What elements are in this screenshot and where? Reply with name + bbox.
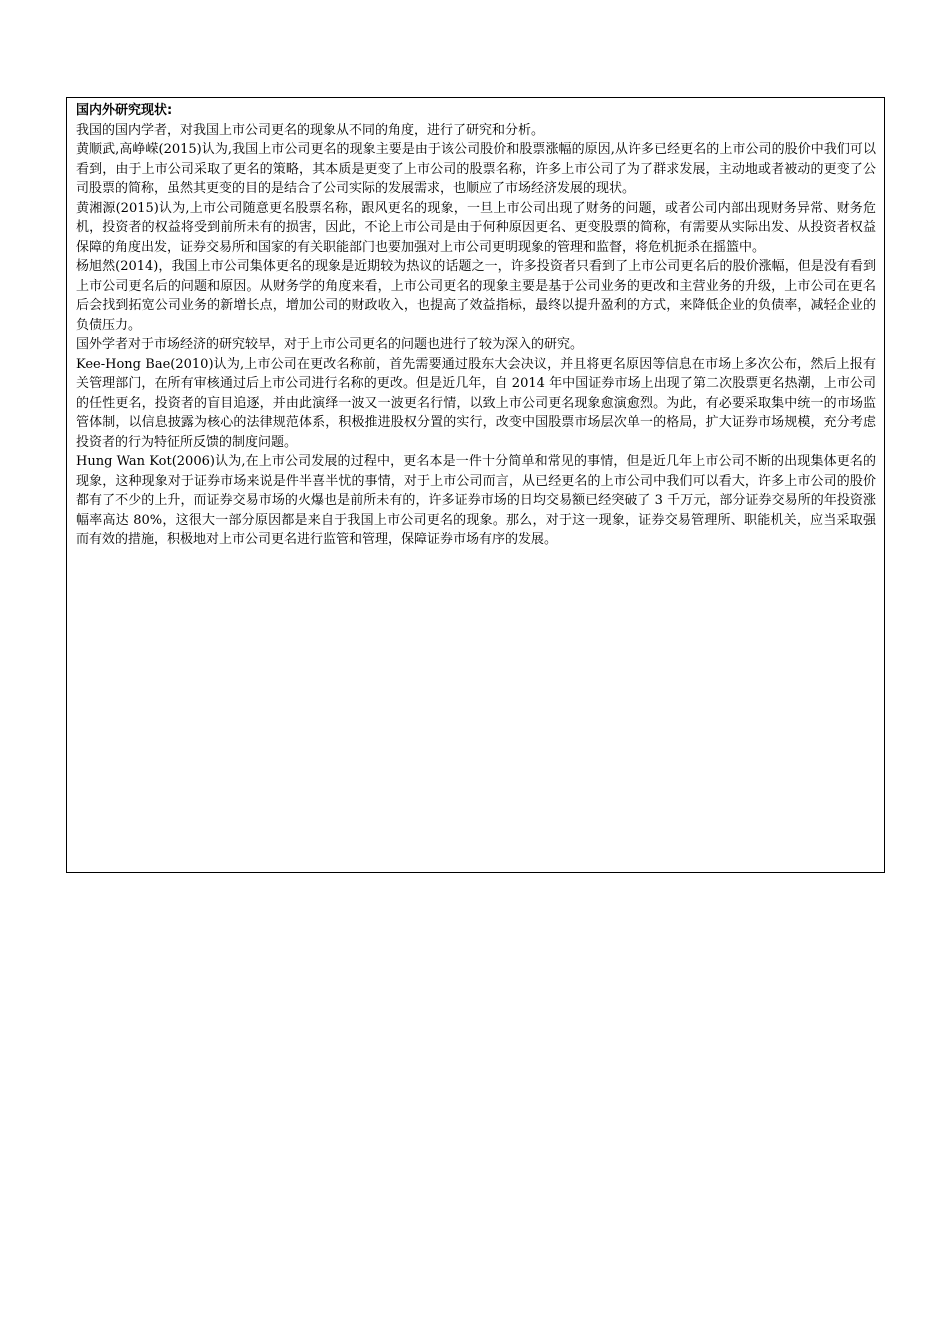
paragraph-kee-hong-bae: Kee-Hong Bae(2010)认为,上市公司在更改名称前，首先需要通过股东大会决议，并且将更名原因等信息在市场上多次公布，然后上报有关管理部门，在所有审核通过后上市公司进行名称的更改。但是近几年，自 2014 年中国证券市场上出现了第二次股票更名热潮，上市公司的任性更名，投资者的盲目追逐，并由此演绎一波又一波更名行情，以致上市公司更名现象愈演愈烈。为此，有必要采取集中统一的市场监管体制，以信息披露为核心的法律规范体系，积极推进股权分置的实行，改变中国股票市场层次单一的格局，扩大证券市场规模，充分考虑投资者的行为特征所反馈的制度问题。	[76, 356, 876, 450]
paragraph-hung-wan-kot: Hung Wan Kot(2006)认为,在上市公司发展的过程中，更名本是一件十分简单和常见的事情，但是近几年上市公司不断的出现集体更名的现象，这种现象对于证券市场来说是件半喜半忧的事情，对于上市公司而言，从已经更名的上市公司中我们可以看大，许多上市公司的股价都有了不少的上升，而证券交易市场的火爆也是前所未有的，许多证券市场的日均交易额已经突破了 3 千万元，部分证券交易所的年投资涨幅率高达 80%，这很大一部分原因都是来自于我国上市公司更名的现象。那么，对于这一现象，证券交易管理所、职能机关，应当采取强而有效的措施，积极地对上市公司更名进行监管和管理，保障证券市场有序的发展。	[76, 454, 876, 547]
paragraph-huang-shunwu: 黄顺武,高峥嵘(2015)认为,我国上市公司更名的现象主要是由于该公司股价和股票涨幅的原因,从许多已经更名的上市公司的股价中我们可以看到，由于上市公司采取了更名的策略，其本质是更变了上市公司的股票名称，许多上市公司了为了群求发展，主动地或者被动的更变了公司股票的简称，虽然其更变的目的是结合了公司实际的发展需求，也顺应了市场经济发展的现状。	[76, 142, 876, 196]
paragraph-huang-xiangyuan: 黄湘源(2015)认为,上市公司随意更名股票名称，跟风更名的现象，一旦上市公司出现了财务的问题，或者公司内部出现财务异常、财务危机，投资者的权益将受到前所未有的损害，因此，不论上市公司是由于何种原因更名、更变股票的简称，有需要从实际出发、从投资者权益保障的角度出发，证券交易所和国家的有关职能部门也要加强对上市公司更明现象的管理和监督，将危机扼杀在摇篮中。	[76, 200, 876, 255]
paragraph-intro: 我国的国内学者，对我国上市公司更名的现象从不同的角度，进行了研究和分析。	[76, 122, 545, 138]
section-heading: 国内外研究现状:	[76, 103, 173, 118]
paragraph-yang-xuran: 杨旭然(2014)，我国上市公司集体更名的现象是近期较为热议的话题之一，许多投资者只看到了上市公司更名后的股价涨幅，但是没有看到上市公司更名后的问题和原因。从财务学的角度来看，上市公司更名的现象主要是基于公司业务的更改和主营业务的升级，上市公司在更名后会找到拓宽公司业务的新增长点，增加公司的财政收入，也提高了效益指标，最终以提升盈利的方式，来降低企业的负债率，减轻企业的负债压力。	[76, 259, 876, 333]
paragraph-foreign-intro: 国外学者对于市场经济的研究较早，对于上市公司更名的问题也进行了较为深入的研究。	[76, 337, 584, 352]
research-status-box	[66, 97, 885, 873]
